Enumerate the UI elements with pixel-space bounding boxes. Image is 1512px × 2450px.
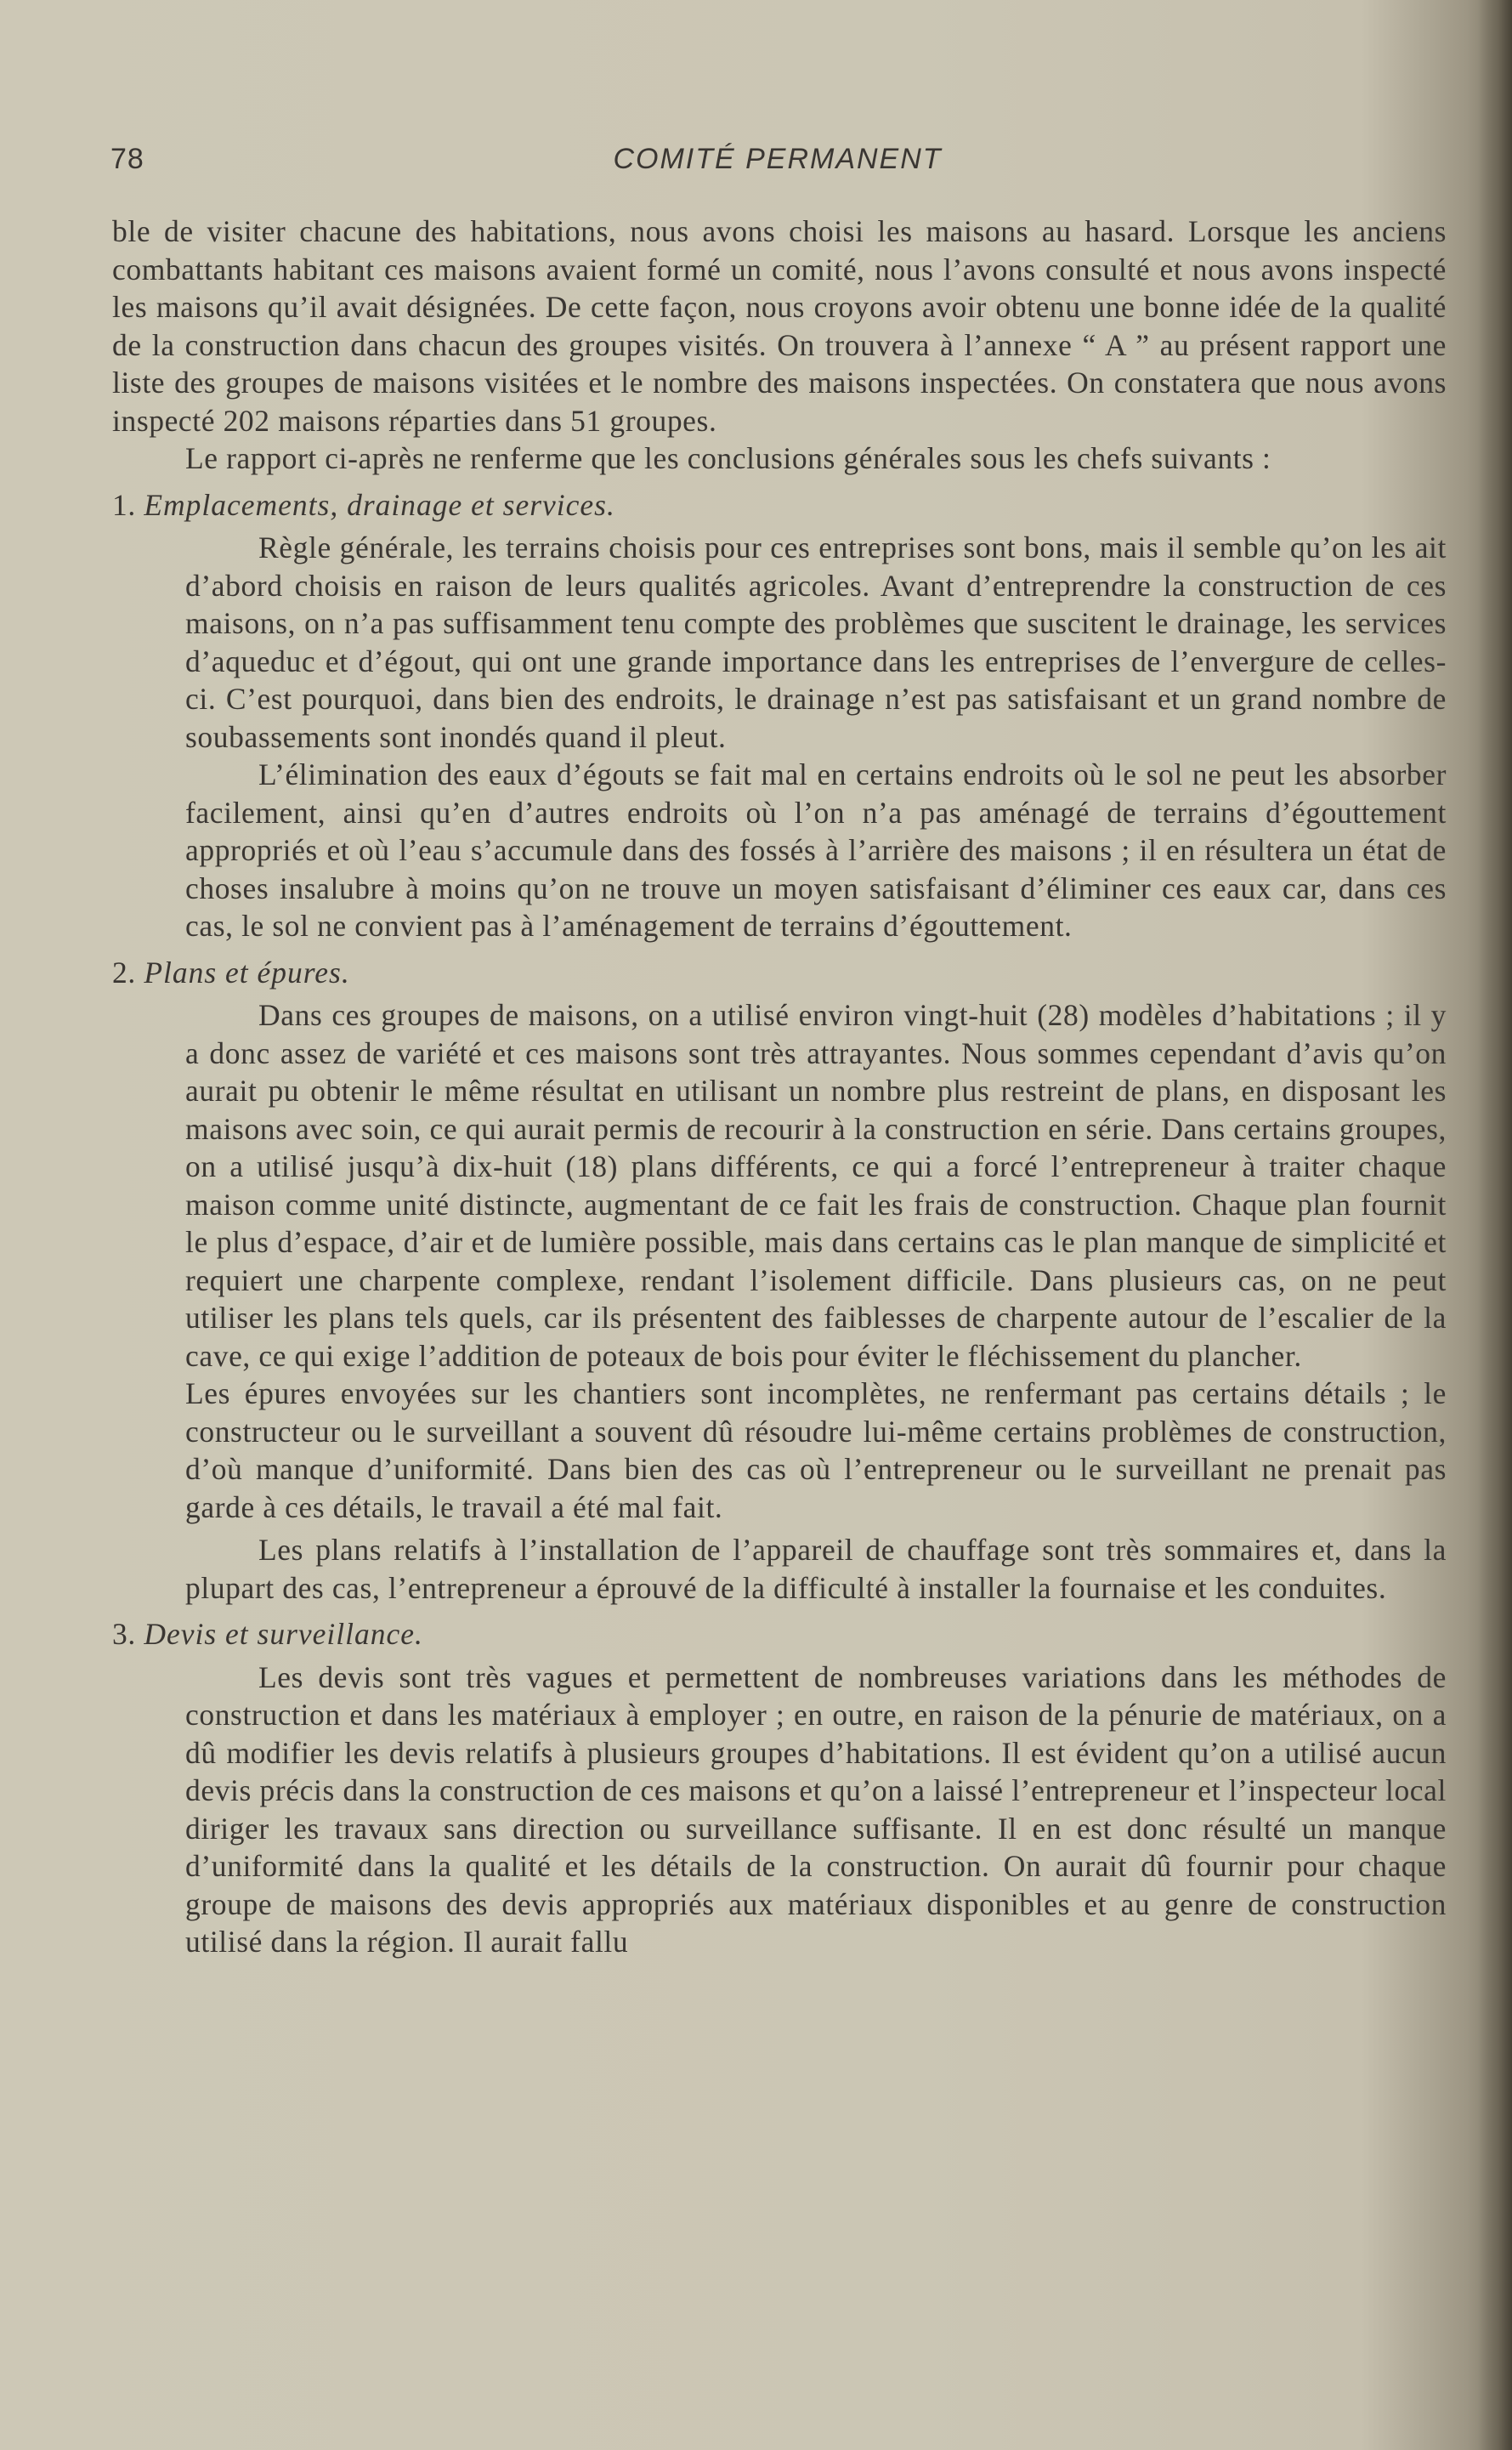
section-title: Emplacements, drainage et services. — [144, 487, 615, 522]
section-body-plans — [112, 996, 1447, 1607]
paragraph: L’élimination des eaux d’égouts se fait mal en certains endroits où le sol ne peut les absorber facilement, ainsi qu’en d’autres endroits où l’on n’a pas aménagé de terrains d’égouttement appropriés et où l’eau s’accumule dans des fossés à l’arrière des maisons ; il en résultera un état de choses insalubre à moins qu’on ne trouve un moyen satisfaisant d’éliminer ces eaux car, dans ces cas, le sol ne convient pas à l’aménagement de terrains d’égouttement. — [185, 757, 1447, 943]
paragraph: Les plans relatifs à l’installation de l’appareil de chauffage sont très sommaires et, dans la plupart des cas, l’entrepreneur a éprouvé de la difficulté à installer la fournaise et les conduites. — [185, 1533, 1447, 1605]
paragraph: Dans ces groupes de maisons, on a utilisé environ vingt-huit (28) modèles d’habitations ; il y a donc assez de variété et ces maisons sont très attrayantes. Nous sommes cependant d’avis qu’on aurait pu obtenir le même résultat en utilisant un nombre plus restreint de plans, en disposant les maisons avec soin, ce qui aurait permis de recourir à la construction en série. Dans certains groupes, on a utilisé jusqu’à dix-huit (18) plans différents, ce qui a forcé l’entrepreneur à traiter chaque maison comme unité distincte, augmentant de ce fait les frais de construction. Chaque plan fournit le plus d’espace, d’air et de lumière possible, mais dans certains cas le plan manque de simplicité et requiert une charpente complexe, rendant l’isolement difficile. Dans plusieurs cas, on ne peut utiliser les plans tels quels, car ils présentent des faiblesses de charpente autour de l’escalier de la cave, ce qui exige l’addition de poteaux de bois pour éviter le fléchissement du plancher. — [185, 998, 1447, 1373]
intro-paragraph: Le rapport ci-après ne renferme que les conclusions générales sous les chefs suivants : — [185, 441, 1271, 475]
section-heading-emplacements — [112, 486, 1447, 525]
page-header — [110, 143, 1445, 180]
running-head: COMITÉ PERMANENT — [613, 143, 943, 175]
section-heading-devis — [112, 1615, 1447, 1653]
section-heading-plans — [112, 954, 1447, 992]
section-body-emplacements — [112, 529, 1447, 945]
page-number: 78 — [110, 143, 144, 175]
page-body — [112, 213, 1447, 1961]
intro-paragraph-continued: ble de visiter chacune des habitations, nous avons choisi les maisons au hasard. Lorsque les anciens combattants habitant ces maisons avaient formé un comité, nous l’avons consulté et nous avons inspecté les maisons qu’il avait désignées. De cette façon, nous croyons avoir obtenu une bonne idée de la qualité de la construction dans chacun des groupes visités. On trouvera à l’annexe “ A ” au présent rapport une liste des groupes de maisons visitées et le nombre des maisons inspectées. On constatera que nous avons inspecté 202 maisons réparties dans 51 groupes. — [112, 214, 1447, 438]
section-title: Plans et épures. — [144, 955, 350, 990]
section-number: 1. — [112, 487, 136, 522]
paragraph: Règle générale, les terrains choisis pour ces entreprises sont bons, mais il semble qu’on les ait d’abord choisis en raison de leurs qualités agricoles. Avant d’entreprendre la construction de ces maisons, on n’a pas suffisamment tenu compte des problèmes que suscitent le drainage, les services d’aqueduc et d’égout, qui ont une grande importance dans les entreprises de l’envergure de celles-ci. C’est pourquoi, dans bien des endroits, le drainage n’est pas satisfaisant et un grand nombre de soubassements sont inondés quand il pleut. — [185, 530, 1447, 754]
section-body-devis — [112, 1659, 1447, 1961]
section-number: 3. — [112, 1617, 136, 1651]
section-title: Devis et surveillance. — [144, 1617, 423, 1651]
page-edge-shadow — [1478, 0, 1512, 2450]
paragraph: Les épures envoyées sur les chantiers sont incomplètes, ne renfermant pas certains détails ; le constructeur ou le surveillant a souvent dû résoudre lui-même certains problèmes de construction, d’où manque d’uniformité. Dans bien des cas où l’entrepreneur ou le surveillant ne prenait pas garde à ces détails, le travail a été mal fait. — [185, 1376, 1447, 1524]
paragraph: Les devis sont très vagues et permettent de nombreuses variations dans les méthodes de construction et dans les matériaux à employer ; en outre, en raison de la pénurie de matériaux, on a dû modifier les devis relatifs à plusieurs groupes d’habitations. Il est évident qu’on a utilisé aucun devis précis dans la construction de ces maisons et qu’on a laissé l’entrepreneur et l’inspecteur local diriger les travaux sans direction ou surveillance suffisante. Il en est donc résulté un manque d’uniformité dans la qualité et les détails de la construction. On aurait dû fournir pour chaque groupe de maisons des devis appropriés aux matériaux disponibles et au genre de construction utilisé dans la région. Il aurait fallu — [185, 1659, 1447, 1959]
section-number: 2. — [112, 955, 136, 990]
